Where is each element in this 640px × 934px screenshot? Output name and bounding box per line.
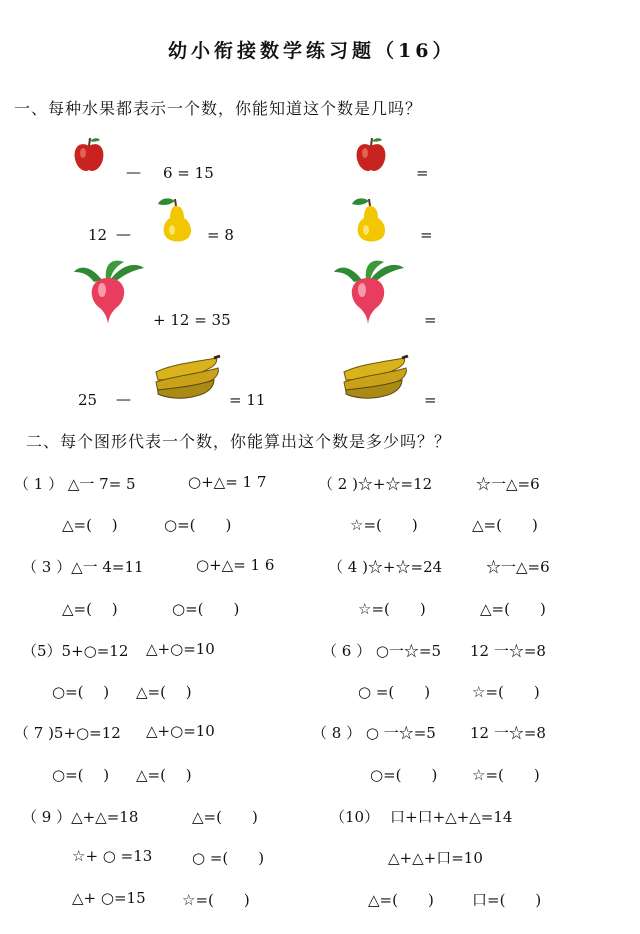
banana-answer-equals: = <box>424 391 437 409</box>
problem-5-eq-a: （5）5+○=12 <box>22 642 129 660</box>
banana-icon <box>152 354 222 400</box>
problem-2-eq-a: （ 2 )☆+☆=12 <box>318 475 433 493</box>
problem-9-answer-c: ☆=( ) <box>182 891 250 909</box>
problem-4-answer-b: △=( ) <box>480 600 546 618</box>
problem-8-eq-a: （ 8 ） ○ 一☆=5 <box>312 724 436 742</box>
problem-4-answer-a: ☆=( ) <box>358 600 426 618</box>
problem-4-eq-a: （ 4 )☆+☆=24 <box>328 558 443 576</box>
problem-10-answer-b: 口=( ) <box>472 891 542 909</box>
banana-expression: = 11 <box>229 391 266 409</box>
problem-4-eq-b: ☆一△=6 <box>486 558 550 576</box>
pear-icon-answer <box>350 196 392 244</box>
problem-3-answer-a: △=( ) <box>62 600 118 618</box>
radish-icon <box>72 256 146 326</box>
problem-8-answer-a: ○=( ) <box>370 766 438 784</box>
problem-8-answer-b: ☆=( ) <box>472 766 540 784</box>
problem-7-answer-a: ○=( ) <box>52 766 110 784</box>
problem-6-answer-b: ☆=( ) <box>472 683 540 701</box>
problem-1-eq-a: （ 1 ） △一 7= 5 <box>14 475 136 493</box>
problem-2-eq-b: ☆一△=6 <box>476 475 540 493</box>
apple-answer-equals: = <box>416 164 429 182</box>
page-title: 幼小衔接数学练习题（16） <box>168 40 456 62</box>
problem-5-answer-a: ○=( ) <box>52 683 110 701</box>
problem-10-eq-a: 口+口+△+△=14 <box>390 808 513 826</box>
problem-2-answer-b: △=( ) <box>472 516 538 534</box>
banana-minus: — <box>116 390 131 408</box>
problem-1-answer-a: △=( ) <box>62 516 118 534</box>
banana-icon-answer <box>340 354 410 400</box>
problem-1-eq-b: ○+△= 1 7 <box>188 473 267 491</box>
problem-6-answer-a: ○ =( ) <box>358 683 431 701</box>
problem-8-eq-b: 12 一☆=8 <box>470 724 546 742</box>
problem-9-eq-a: （ 9 ）△+△=18 <box>22 808 139 826</box>
section1-heading: 一、每种水果都表示一个数，你能知道这个数是几吗？ <box>14 99 423 118</box>
problem-3-answer-b: ○=( ) <box>172 600 240 618</box>
pear-answer-equals: = <box>420 226 433 244</box>
problem-10-eq-b: △+△+口=10 <box>388 849 483 867</box>
radish-icon-answer <box>332 256 406 326</box>
problem-6-eq-a: （ 6 ） ○一☆=5 <box>322 642 442 660</box>
problem-7-eq-a: （ 7 )5+○=12 <box>14 724 121 742</box>
banana-left-number: 25 <box>78 391 98 409</box>
problem-10-label: （10） <box>330 808 380 826</box>
pear-left-number: 12 <box>88 226 108 244</box>
apple-minus: — <box>126 163 141 181</box>
problem-9-answer-b: ○ =( ) <box>192 849 265 867</box>
problem-9-eq-c: △+ ○=15 <box>72 889 146 907</box>
apple-expression: 6 = 15 <box>163 164 214 182</box>
problem-5-eq-b: △+○=10 <box>146 640 215 658</box>
problem-10-answer-a: △=( ) <box>368 891 434 909</box>
apple-icon-answer <box>354 136 388 174</box>
problem-5-answer-b: △=( ) <box>136 683 192 701</box>
problem-7-eq-b: △+○=10 <box>146 722 215 740</box>
problem-6-eq-b: 12 一☆=8 <box>470 642 546 660</box>
problem-9-eq-b: ☆+ ○ =13 <box>72 847 153 865</box>
problem-7-answer-b: △=( ) <box>136 766 192 784</box>
section2-heading: 二、每个图形代表一个数，你能算出这个数是多少吗？？ <box>26 432 452 451</box>
problem-3-eq-b: ○+△= 1 6 <box>196 556 275 574</box>
apple-icon <box>72 136 106 174</box>
pear-expression: = 8 <box>207 226 234 244</box>
problem-1-answer-b: ○=( ) <box>164 516 232 534</box>
radish-answer-equals: = <box>424 311 437 329</box>
pear-icon <box>156 196 198 244</box>
problem-3-eq-a: （ 3 ）△一 4=11 <box>22 558 144 576</box>
problem-2-answer-a: ☆=( ) <box>350 516 418 534</box>
radish-expression: + 12 = 35 <box>153 311 231 329</box>
problem-9-answer-a: △=( ) <box>192 808 258 826</box>
pear-minus: — <box>116 225 131 243</box>
